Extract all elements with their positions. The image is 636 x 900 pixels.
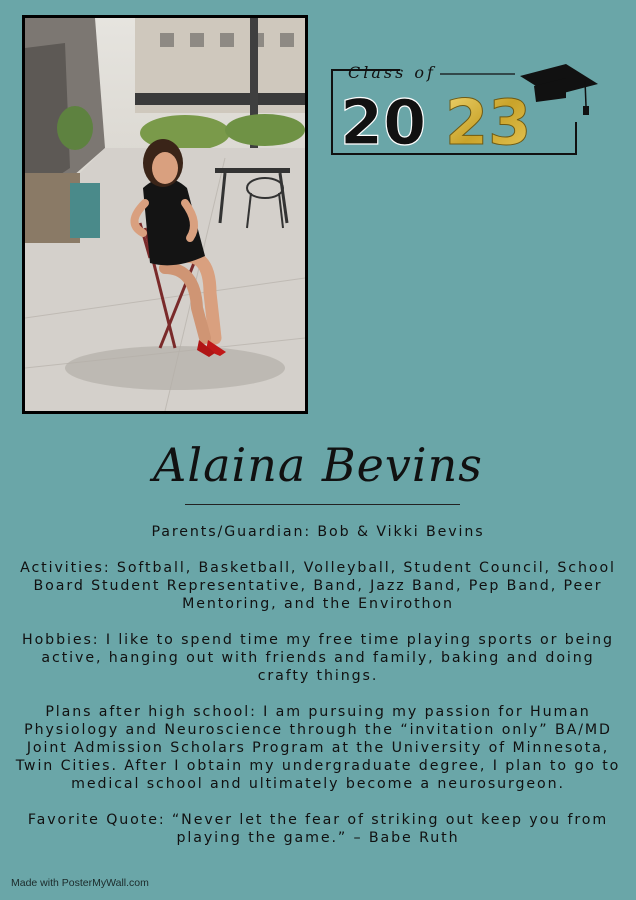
student-name: Alaina Bevins — [153, 438, 483, 492]
badge-year-left: 20 — [340, 86, 427, 156]
parents-text: Parents/Guardian: Bob & Vikki Bevins — [151, 524, 485, 540]
name-divider — [185, 504, 460, 505]
class-of-badge — [330, 62, 602, 156]
quote-text: Favorite Quote: “Never let the fear of striking out keep you from playing the game.” – Babe Ruth — [27, 812, 609, 846]
watermark-footer: Made with PosterMyWall.com — [11, 877, 149, 889]
senior-photo — [22, 15, 308, 414]
badge-year-right: 23 — [445, 86, 532, 156]
bio-section — [14, 523, 622, 847]
plans-text: Plans after high school: I am pursuing my passion for Human Physiology and Neuroscience through the “invitation only” BA/MD Joint Admission Scholars Program at the University of Minnesota, Twin Cities. After I obtain my undergraduate degree, I plan to go to medical school and ultimately become a neurosurgeon. — [15, 704, 621, 792]
activities-text: Activities: Softball, Basketball, Volleyball, Student Council, School Board Student Representative, Band, Jazz Band, Pep Band, Peer Mentoring, and the Envirothon — [20, 560, 616, 612]
badge-script: Class of — [348, 63, 436, 82]
hobbies-text: Hobbies: I like to spend time my free time playing sports or being active, hanging out with friends and family, baking and doing crafty things. — [22, 632, 614, 684]
